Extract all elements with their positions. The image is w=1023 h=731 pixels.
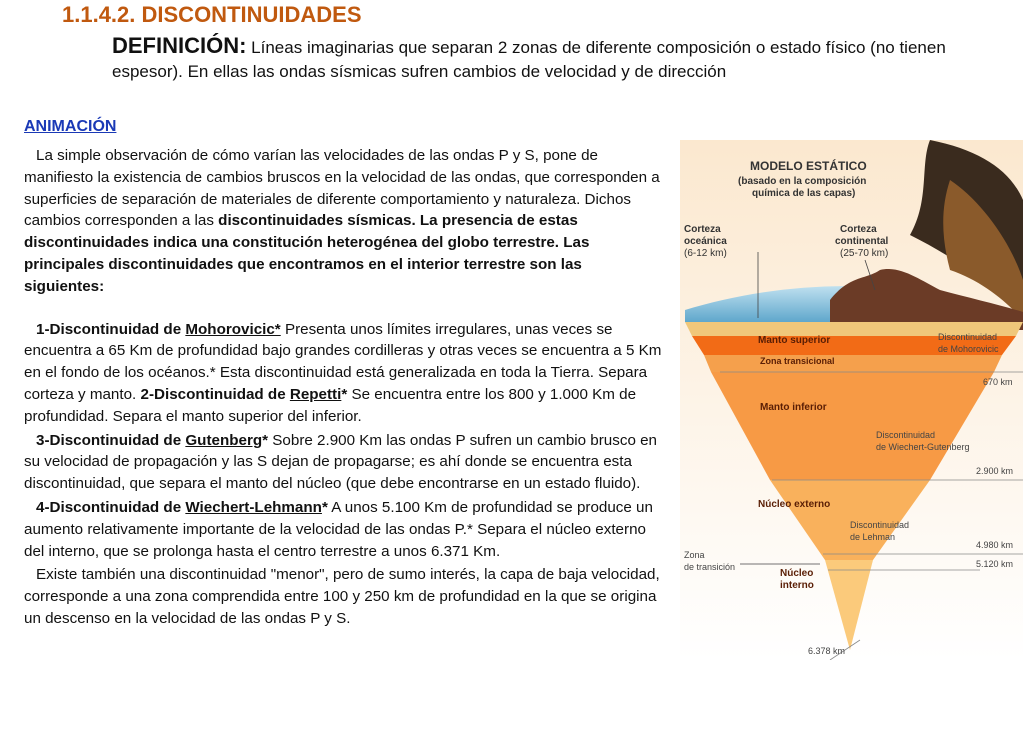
- moho-text: Presenta unos límites irregulares, unas veces se encuentra a 65 Km de profundidad bajo grandes cordilleras y otras veces se encuentra a 5 Km en el fondo de los océanos.* Esta discontinuidad está generalizada en toda la Tierra. Separa corteza y manto.: [24, 320, 662, 403]
- continental-crust-depth: (25-70 km): [840, 248, 889, 259]
- nucleo-externo-label: Núcleo externo: [758, 499, 831, 510]
- lehmann-prefix: 4-Discontinuidad de: [36, 498, 186, 516]
- lehmann-link[interactable]: Wiechert-Lehmann: [185, 498, 322, 516]
- km-6378-label: 6.378 km: [808, 646, 846, 656]
- manto-inferior-label: Manto inferior: [760, 402, 827, 413]
- lehmann-paragraph: [24, 497, 664, 562]
- continental-crust-label-2: continental: [835, 236, 889, 247]
- diagram-subtitle-1: (basado en la composición: [738, 176, 867, 187]
- moho-link[interactable]: Mohorovicic*: [185, 320, 281, 338]
- lehman-label-1: Discontinuidad: [850, 520, 910, 530]
- intro-paragraph: [24, 145, 664, 298]
- wiechert-gutenberg-label-1: Discontinuidad: [876, 430, 936, 440]
- moho-prefix: 1-Discontinuidad de: [36, 320, 186, 338]
- km-4980-label: 4.980 km: [976, 540, 1014, 550]
- moho-paragraph: [24, 319, 664, 428]
- intro-text: La simple observación de cómo varían las velocidades de las ondas P y S, pone de manifiesto la existencia de cambios bruscos en la velocidad de las ondas, que corresponden a superficies de separación de materiales de diferente comportamiento y naturaleza. Dichos cambios corresponden a las: [24, 147, 660, 230]
- gutenberg-text: Sobre 2.900 Km las ondas P sufren un cambio brusco en su velocidad de propagación y las S dejan de propagarse; es ahí donde se encuentra esta discontinuidad, que separa el manto del núcleo (que debe encontrarse en un estado fluido).: [24, 431, 657, 493]
- lehmann-star: *: [321, 498, 328, 516]
- oceanic-crust-label: Corteza: [684, 224, 721, 235]
- diagram-title: MODELO ESTÁTICO: [750, 159, 867, 173]
- gutenberg-paragraph: [24, 430, 664, 495]
- oceanic-crust-depth: (6-12 km): [684, 248, 727, 259]
- zona-transicional-label: Zona transicional: [760, 356, 835, 366]
- gutenberg-star: *: [262, 431, 269, 449]
- manto-superior-label: Manto superior: [758, 335, 831, 346]
- body-text: [24, 145, 664, 630]
- moho-label-2: de Mohorovicic: [938, 344, 999, 354]
- definition-text: Líneas imaginarias que separan 2 zonas de diferente composición o estado físico (no tienen espesor). En ellas las ondas sísmicas sufren cambios de velocidad y de dirección: [112, 38, 946, 81]
- zona-transicional-layer: [704, 355, 1002, 372]
- transition-zone-label-1: Zona: [684, 550, 705, 560]
- intro-bold: discontinuidades sísmicas. La presencia de estas discontinuidades indica una constitución heterogénea del globo terrestre. Las principales discontinuidades que encontramos en el interior terrestre son las siguientes:: [24, 212, 590, 295]
- nucleo-interno-label-1: Núcleo: [780, 568, 814, 579]
- page-title: 1.1.4.2. DISCONTINUIDADES: [62, 2, 362, 27]
- km-5120-label: 5.120 km: [976, 559, 1014, 569]
- diagram-subtitle-2: química de las capas): [752, 188, 856, 199]
- repetti-text: Se encuentra entre los 800 y 1.000 Km de profundidad. Separa el manto superior del inferior.: [24, 385, 637, 425]
- km-2900-label: 2.900 km: [976, 466, 1014, 476]
- lehman-label-2: de Lehman: [850, 532, 896, 542]
- animation-link[interactable]: ANIMACIÓN: [24, 118, 117, 135]
- km-670-label: 670 km: [983, 377, 1013, 387]
- nucleo-interno-label-2: interno: [780, 580, 814, 591]
- lehmann-text: A unos 5.100 Km de profundidad se produce un aumento relativamente importante de la velocidad de las ondas P.* Separa el núcleo externo del interno, que se prolonga hasta el centro terrestre a unos 6.371 Km.: [24, 498, 653, 560]
- earth-cone-svg: [680, 140, 1023, 660]
- moho-label-1: Discontinuidad: [938, 332, 998, 342]
- definition-keyword: DEFINICIÓN:: [112, 33, 247, 58]
- repetti-star: *: [341, 385, 348, 403]
- repetti-link[interactable]: Repetti: [289, 385, 342, 403]
- gutenberg-prefix: 3-Discontinuidad de: [36, 431, 186, 449]
- transition-zone-label-2: de transición: [684, 562, 736, 572]
- gutenberg-link[interactable]: Gutenberg: [185, 431, 263, 449]
- definition: [112, 34, 962, 84]
- earth-structure-diagram: [680, 140, 1023, 660]
- low-velocity-paragraph: Existe también una discontinuidad "menor", pero de sumo interés, la capa de baja velocidad, corresponde a una zona comprendida entre 100 y 250 km de profundidad en la que se origina un descenso en la velocidad de las ondas P y S.: [24, 566, 660, 627]
- repetti-prefix: 2-Discontinuidad de: [140, 385, 290, 403]
- wiechert-gutenberg-label-2: de Wiechert-Gutenberg: [876, 442, 970, 452]
- continental-crust-label: Corteza: [840, 224, 877, 235]
- oceanic-crust-label-2: oceánica: [684, 236, 727, 247]
